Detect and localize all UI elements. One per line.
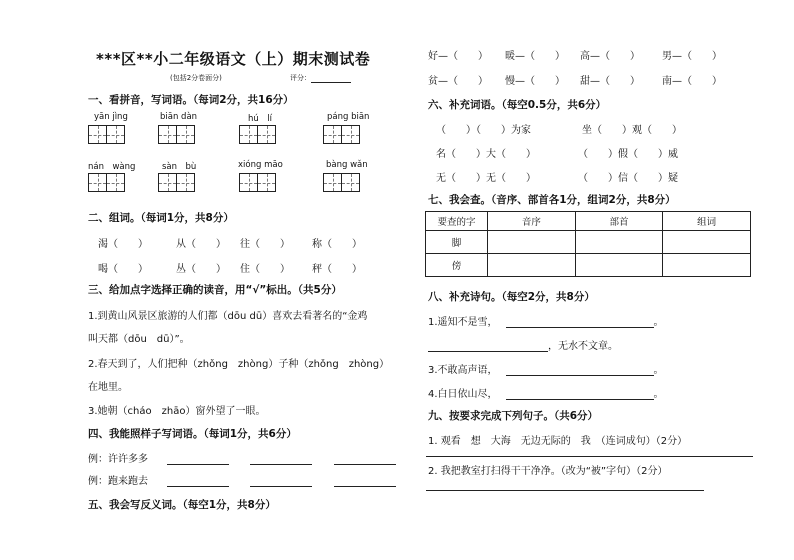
antonym-item[interactable]: 男—（ ） (662, 51, 722, 62)
answer-blank[interactable] (506, 316, 654, 328)
pinyin-label: xióng māo (238, 160, 283, 170)
score-note: (包括2分卷面分) (170, 74, 222, 82)
poem-line: 1.遥知不是雪， 。 (428, 317, 664, 328)
writing-grid[interactable] (239, 173, 275, 192)
section1-heading: 一、看拼音，写词语。（每词2分，共16分） (88, 94, 294, 106)
table-row (426, 254, 751, 277)
table-header-row (426, 212, 751, 231)
word-item[interactable]: 往（ ） (240, 239, 290, 250)
poem-line: ，无水不文章。 (428, 337, 618, 352)
answer-blank[interactable] (167, 475, 229, 487)
idiom-item[interactable]: 坐（ ）观（ ） (582, 125, 682, 136)
word-item[interactable]: 喝（ ） (98, 264, 148, 275)
idiom-item[interactable]: 名（ ）大（ ） (436, 149, 536, 160)
answer-blank[interactable] (506, 364, 654, 376)
table-cell-char: 傍 (426, 254, 488, 277)
section6-heading: 六、补充词语。（每空0.5分，共6分） (428, 99, 607, 111)
word-item[interactable]: 渴（ ） (98, 239, 148, 250)
word-item[interactable]: 从（ ） (176, 239, 226, 250)
pinyin-label: bàng wǎn (326, 160, 368, 170)
antonym-item[interactable]: 暖—（ ） (505, 51, 565, 62)
idiom-item[interactable]: （ ）信（ ）疑 (578, 173, 678, 184)
page-title: ***区**小二年级语文（上）期末测试卷 (96, 50, 371, 68)
answer-blank[interactable] (334, 475, 396, 487)
pinyin-label: páng biān (327, 112, 370, 122)
antonym-item[interactable]: 高—（ ） (580, 51, 640, 62)
antonym-item[interactable]: 甜—（ ） (580, 76, 640, 87)
section2-heading: 二、组词。（每词1分，共8分） (88, 212, 234, 224)
section3-heading: 三、给加点字选择正确的读音，用“√”标出。（共5分） (88, 284, 342, 296)
antonym-item[interactable]: 贫—（ ） (428, 76, 488, 87)
sentence-task: 2. 我把教室打扫得干干净净。（改为“被”字句）（2分） (428, 466, 668, 477)
poem-line: 4.白日依山尽， 。 (428, 389, 664, 400)
answer-line[interactable] (426, 456, 753, 457)
answer-line[interactable] (426, 490, 704, 491)
pinyin-label: nán wàng (88, 162, 136, 172)
answer-blank[interactable] (334, 453, 396, 465)
score-blank[interactable] (311, 74, 351, 83)
writing-grid[interactable] (323, 125, 359, 144)
table-header: 部首 (575, 212, 663, 231)
pinyin-label: sàn bù (162, 162, 197, 172)
antonym-item[interactable]: 慢—（ ） (505, 76, 565, 87)
section8-heading: 八、补充诗句。（每空2分，共8分） (428, 291, 595, 303)
question-line: 3.她朝（cháo zhāo）窗外望了一眼。 (88, 406, 266, 417)
table-cell-input[interactable] (488, 231, 576, 254)
section5-heading: 五、我会写反义词。（每空1分，共8分） (88, 499, 276, 511)
table-row (426, 231, 751, 254)
word-item[interactable]: 秤（ ） (312, 264, 362, 275)
writing-grid[interactable] (158, 173, 194, 192)
antonym-item[interactable]: 南—（ ） (662, 76, 722, 87)
answer-blank[interactable] (506, 388, 654, 400)
table-cell-input[interactable] (663, 231, 751, 254)
answer-blank[interactable] (250, 453, 312, 465)
example-line: 例：许许多多 (88, 450, 396, 465)
answer-blank[interactable] (167, 453, 229, 465)
section9-heading: 九、按要求完成下列句子。（共6分） (428, 410, 599, 422)
table-cell-input[interactable] (575, 231, 663, 254)
poem-line: 3.不敢高声语， 。 (428, 365, 664, 376)
word-item[interactable]: 称（ ） (312, 239, 362, 250)
writing-grid[interactable] (88, 173, 124, 192)
pinyin-label: hú lí (248, 114, 272, 124)
answer-blank[interactable] (428, 340, 548, 352)
table-cell-char: 脚 (426, 231, 488, 254)
idiom-item[interactable]: （ ）假（ ）威 (578, 149, 678, 160)
question-line: 2.春天到了，人们把种（zhǒng zhòng）子种（zhǒng zhòng） (88, 359, 390, 370)
question-line: 在地里。 (88, 382, 128, 393)
table-cell-input[interactable] (575, 254, 663, 277)
question-line: 1.到黄山风景区旅游的人们都（dōu dū）喜欢去看著名的“金鸡 (88, 311, 368, 322)
sentence-task: 1. 观看 想 大海 无边无际的 我 （连词成句）（2分） (428, 436, 688, 447)
lookup-table (425, 211, 751, 277)
table-header: 音序 (488, 212, 576, 231)
word-item[interactable]: 住（ ） (240, 264, 290, 275)
answer-blank[interactable] (250, 475, 312, 487)
antonym-item[interactable]: 好—（ ） (428, 51, 488, 62)
table-cell-input[interactable] (663, 254, 751, 277)
writing-grid[interactable] (88, 125, 124, 144)
section4-heading: 四、我能照样子写词语。（每词1分，共6分） (88, 428, 297, 440)
table-header: 要查的字 (426, 212, 488, 231)
word-item[interactable]: 丛（ ） (176, 264, 226, 275)
writing-grid[interactable] (239, 125, 275, 144)
pinyin-label: biān dàn (160, 112, 198, 122)
score-label: 评分： (290, 73, 351, 83)
writing-grid[interactable] (323, 173, 359, 192)
question-line: 叫天都（dōu dū）”。 (88, 334, 190, 345)
example-line: 例：跑来跑去 (88, 472, 396, 487)
table-header: 组词 (663, 212, 751, 231)
idiom-item[interactable]: 无（ ）无（ ） (436, 173, 536, 184)
writing-grid[interactable] (158, 125, 194, 144)
table-cell-input[interactable] (488, 254, 576, 277)
pinyin-label: yān jìng (94, 112, 128, 122)
idiom-item[interactable]: （ ）（ ）为家 (436, 125, 531, 136)
section7-heading: 七、我会查。（音序、部首各1分，组词2分，共8分） (428, 194, 676, 206)
